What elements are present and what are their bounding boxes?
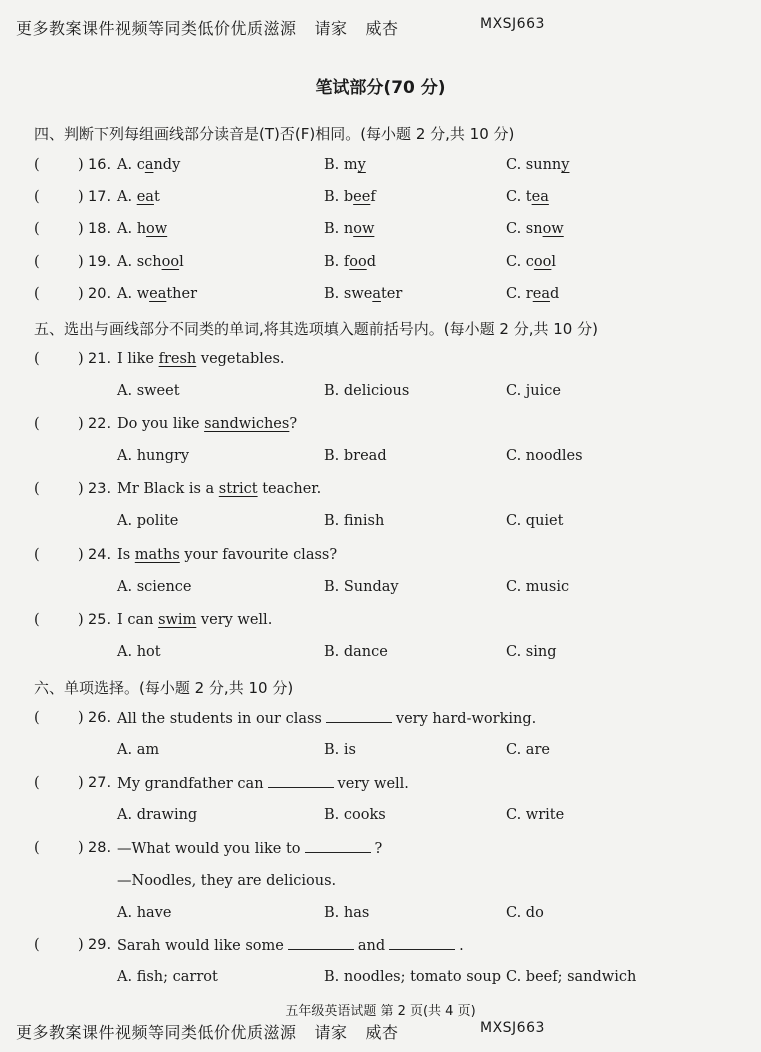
option-a[interactable]: A. hot <box>117 644 161 660</box>
option-a[interactable] <box>117 254 184 270</box>
underlined-part: ea <box>149 286 167 302</box>
answer-paren-open[interactable]: ( <box>34 481 40 497</box>
option-text: B. m <box>324 157 358 173</box>
option-text: d <box>366 254 377 270</box>
option-text: A. <box>117 189 137 205</box>
option-c[interactable] <box>506 157 569 173</box>
underlined-part: y <box>561 157 570 173</box>
underlined-part: ea <box>136 189 154 205</box>
reply-text: —Noodles, they are delicious. <box>117 873 337 889</box>
question-row <box>34 937 734 957</box>
options-row <box>34 644 734 664</box>
underlined-part: oo <box>533 254 552 270</box>
stem-text: Is <box>117 547 135 563</box>
stem-text: vegetables. <box>196 351 285 367</box>
answer-blank[interactable] <box>305 840 371 853</box>
stem-text: ? <box>289 416 298 432</box>
option-text: ter <box>380 286 403 302</box>
question-number: 27. <box>88 775 112 791</box>
question-number: 22. <box>88 416 112 432</box>
question-stem <box>117 937 464 954</box>
question-number: 25. <box>88 612 112 628</box>
option-c[interactable]: C. quiet <box>506 513 564 529</box>
question-number: 28. <box>88 840 112 856</box>
option-text: t <box>153 189 160 205</box>
option-text: C. t <box>506 189 532 205</box>
option-b[interactable]: B. is <box>324 742 356 758</box>
question-stem <box>117 840 382 857</box>
option-text: B. n <box>324 221 354 237</box>
section-4-heading: 四、判断下列每组画线部分读音是(T)否(F)相同。(每小题 2 分,共 10 分) <box>34 125 515 143</box>
options-row <box>34 742 734 762</box>
section-6-heading: 六、单项选择。(每小题 2 分,共 10 分) <box>34 679 294 697</box>
option-a[interactable]: A. science <box>117 579 192 595</box>
option-a[interactable]: A. drawing <box>117 807 198 823</box>
question-stem <box>117 416 297 432</box>
option-c[interactable]: C. do <box>506 905 544 921</box>
underlined-part: ea <box>532 286 550 302</box>
page-title: 笔试部分(70 分) <box>315 78 446 98</box>
banner-contact-2: 威杏 <box>365 1023 399 1042</box>
stem-text: very well. <box>337 776 409 792</box>
underlined-part: ow <box>353 221 375 237</box>
question-number: 20. <box>88 286 112 302</box>
option-text: ther <box>166 286 198 302</box>
answer-paren-open[interactable]: ( <box>34 710 40 726</box>
option-b[interactable]: B. Sunday <box>324 579 399 595</box>
option-text: B. b <box>324 189 354 205</box>
option-c[interactable]: C. juice <box>506 383 561 399</box>
question-number: 16. <box>88 157 112 173</box>
underlined-word: fresh <box>158 351 197 367</box>
question-row <box>34 189 734 209</box>
question-stem <box>117 547 337 563</box>
option-a[interactable]: A. am <box>117 742 160 758</box>
answer-paren-close[interactable]: ) <box>78 840 84 856</box>
answer-paren-close[interactable]: ) <box>78 775 84 791</box>
underlined-part: y <box>357 157 366 173</box>
underlined-part: a <box>144 157 154 173</box>
question-row <box>34 157 734 177</box>
option-b[interactable]: B. dance <box>324 644 388 660</box>
question-row <box>34 286 734 306</box>
answer-paren-close[interactable]: ) <box>78 157 84 173</box>
option-c[interactable]: C. noodles <box>506 448 583 464</box>
top-banner <box>16 16 545 39</box>
option-text: C. sn <box>506 221 543 237</box>
answer-paren-open[interactable]: ( <box>34 286 40 302</box>
question-row <box>34 547 734 567</box>
option-a[interactable]: A. fish; carrot <box>117 969 218 985</box>
option-a[interactable]: A. hungry <box>117 448 190 464</box>
question-number: 23. <box>88 481 112 497</box>
banner-text: 更多教案课件视频等同类低价优质滋源 <box>16 1023 297 1042</box>
option-b[interactable]: B. cooks <box>324 807 386 823</box>
stem-text: Mr Black is a <box>117 481 219 497</box>
stem-text: very hard-working. <box>395 711 537 727</box>
question-row <box>34 481 734 501</box>
question-number: 29. <box>88 937 112 953</box>
question-row <box>34 612 734 632</box>
option-a[interactable]: A. have <box>117 905 172 921</box>
question-number: 17. <box>88 189 112 205</box>
option-b[interactable] <box>324 286 402 302</box>
options-row <box>34 383 734 403</box>
option-text: B. swe <box>324 286 373 302</box>
option-a[interactable] <box>117 286 197 302</box>
question-number: 24. <box>88 547 112 563</box>
option-c[interactable]: C. sing <box>506 644 557 660</box>
answer-paren-open[interactable]: ( <box>34 840 40 856</box>
answer-paren-close[interactable]: ) <box>78 189 84 205</box>
banner-contact-1: 请家 <box>314 19 348 38</box>
underlined-word: strict <box>218 481 258 497</box>
underlined-part: ow <box>146 221 168 237</box>
options-row <box>34 513 734 533</box>
option-a[interactable] <box>117 189 160 205</box>
option-b[interactable]: B. bread <box>324 448 387 464</box>
answer-paren-open[interactable]: ( <box>34 416 40 432</box>
answer-paren-close[interactable]: ) <box>78 547 84 563</box>
question-stem <box>117 710 536 727</box>
banner-contact-1: 请家 <box>314 1023 348 1042</box>
stem-text: your favourite class? <box>179 547 338 563</box>
underlined-word: swim <box>158 612 197 628</box>
banner-contact-2: 威杏 <box>365 19 399 38</box>
option-text: l <box>551 254 557 270</box>
underlined-word: sandwiches <box>204 416 290 432</box>
option-text: A. sch <box>117 254 162 270</box>
options-row <box>34 969 734 989</box>
option-c[interactable]: C. write <box>506 807 565 823</box>
answer-paren-close[interactable]: ) <box>78 351 84 367</box>
option-b[interactable]: B. has <box>324 905 370 921</box>
question-row <box>34 710 734 730</box>
option-text: A. h <box>117 221 147 237</box>
answer-blank[interactable] <box>389 937 455 950</box>
answer-paren-close[interactable]: ) <box>78 221 84 237</box>
question-stem <box>117 775 409 792</box>
option-text: A. c <box>117 157 145 173</box>
answer-paren-open[interactable]: ( <box>34 775 40 791</box>
option-text: d <box>549 286 560 302</box>
underlined-part: a <box>372 286 381 302</box>
option-c[interactable]: C. beef; sandwich <box>506 969 637 985</box>
answer-paren-open[interactable]: ( <box>34 612 40 628</box>
underlined-part: oo <box>161 254 180 270</box>
answer-paren-open[interactable]: ( <box>34 254 40 270</box>
stem-text: very well. <box>196 612 273 628</box>
stem-text: . <box>459 938 464 954</box>
underlined-part: ow <box>542 221 564 237</box>
stem-text: teacher. <box>257 481 322 497</box>
option-c[interactable]: C. are <box>506 742 550 758</box>
stem-text: Do you like <box>117 416 205 432</box>
answer-paren-close[interactable]: ) <box>78 481 84 497</box>
question-row <box>34 416 734 436</box>
option-text: C. r <box>506 286 533 302</box>
question-row <box>34 254 734 274</box>
options-row <box>34 579 734 599</box>
option-a[interactable] <box>117 221 167 237</box>
answer-blank[interactable] <box>326 710 392 723</box>
options-row <box>34 448 734 468</box>
stem-text: I like <box>117 351 159 367</box>
question-stem <box>117 481 321 497</box>
option-b[interactable]: B. delicious <box>324 383 410 399</box>
option-text: C. c <box>506 254 534 270</box>
option-text: A. w <box>117 286 150 302</box>
option-text: C. sunn <box>506 157 562 173</box>
stem-text: and <box>357 938 386 954</box>
question-row <box>34 775 734 795</box>
answer-paren-close[interactable]: ) <box>78 612 84 628</box>
underlined-word: maths <box>134 547 180 563</box>
option-a[interactable]: A. sweet <box>117 383 180 399</box>
banner-text: 更多教案课件视频等同类低价优质滋源 <box>16 19 297 38</box>
answer-paren-open[interactable]: ( <box>34 221 40 237</box>
answer-paren-open[interactable]: ( <box>34 351 40 367</box>
stem-text: ? <box>374 841 383 857</box>
option-a[interactable] <box>117 157 180 173</box>
answer-paren-close[interactable]: ) <box>78 254 84 270</box>
underlined-part: oo <box>349 254 367 270</box>
options-row <box>34 905 734 925</box>
question-row <box>34 351 734 371</box>
option-text: ndy <box>153 157 181 173</box>
answer-paren-open[interactable]: ( <box>34 189 40 205</box>
stem-text: Sarah would like some <box>117 938 284 954</box>
answer-blank[interactable] <box>268 775 334 788</box>
option-a[interactable]: A. polite <box>117 513 179 529</box>
answer-paren-open[interactable]: ( <box>34 937 40 953</box>
answer-paren-close[interactable]: ) <box>78 710 84 726</box>
answer-paren-close[interactable]: ) <box>78 416 84 432</box>
option-c[interactable] <box>506 221 564 237</box>
question-number: 21. <box>88 351 112 367</box>
option-b[interactable] <box>324 254 376 270</box>
question-number: 26. <box>88 710 112 726</box>
stem-text: All the students in our class <box>117 711 322 727</box>
stem-text: I can <box>117 612 159 628</box>
question-row <box>34 840 734 860</box>
option-c[interactable] <box>506 189 549 205</box>
bottom-banner <box>16 1020 545 1043</box>
question-stem <box>117 351 285 367</box>
banner-code: MXSJ663 <box>480 16 545 32</box>
option-b[interactable] <box>324 221 374 237</box>
option-b[interactable] <box>324 189 376 205</box>
question-row <box>34 221 734 241</box>
underlined-part: ee <box>353 189 371 205</box>
option-c[interactable] <box>506 254 556 270</box>
option-b[interactable]: B. finish <box>324 513 385 529</box>
stem-text: —What would you like to <box>117 841 301 857</box>
answer-paren-close[interactable]: ) <box>78 286 84 302</box>
section-5-heading: 五、选出与画线部分不同类的单词,将其选项填入题前括号内。(每小题 2 分,共 10 分) <box>34 320 598 338</box>
option-b[interactable] <box>324 157 366 173</box>
page-footer: 五年级英语试题 第 2 页(共 4 页) <box>285 1004 476 1019</box>
answer-paren-close[interactable]: ) <box>78 937 84 953</box>
answer-paren-open[interactable]: ( <box>34 547 40 563</box>
option-c[interactable]: C. music <box>506 579 570 595</box>
question-number: 18. <box>88 221 112 237</box>
underlined-part: ea <box>531 189 549 205</box>
question-stem <box>117 612 272 628</box>
option-b[interactable]: B. noodles; tomato soup <box>324 969 502 985</box>
reply-row <box>34 873 734 893</box>
option-c[interactable] <box>506 286 559 302</box>
option-text: f <box>370 189 376 205</box>
stem-text: My grandfather can <box>117 776 264 792</box>
answer-blank[interactable] <box>288 937 354 950</box>
option-text: B. f <box>324 254 350 270</box>
answer-paren-open[interactable]: ( <box>34 157 40 173</box>
banner-code: MXSJ663 <box>480 1020 545 1036</box>
option-text: l <box>179 254 184 270</box>
question-number: 19. <box>88 254 112 270</box>
options-row <box>34 807 734 827</box>
